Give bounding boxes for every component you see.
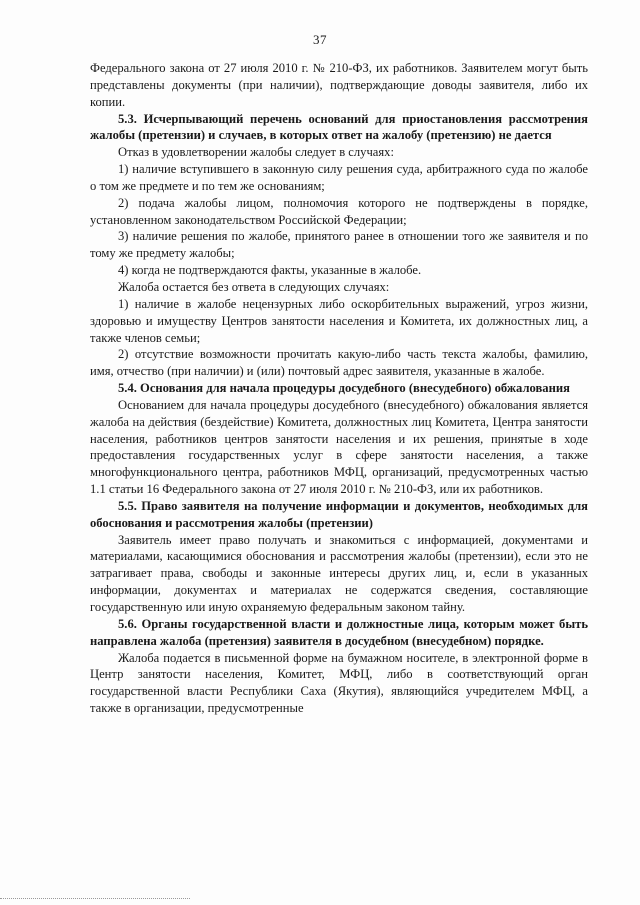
document-body bbox=[90, 60, 588, 717]
paragraph: Жалоба подается в письменной форме на бумажном носителе, в электронной форме в Центр занятости населения, Комитет, МФЦ, либо в соответствующий орган государственной власти Республики Саха (Якутия), являющийся учредителем МФЦ, а также в организации, предусмотренные bbox=[90, 650, 588, 716]
section-heading-5-3: 5.3. Исчерпывающий перечень оснований для приостановления рассмотрения жалобы (претензии) и случаев, в которых ответ на жалобу (претензию) не дается bbox=[90, 111, 588, 143]
page-number: 37 bbox=[313, 32, 327, 47]
section-heading-5-5: 5.5. Право заявителя на получение информации и документов, необходимых для обоснования и рассмотрения жалобы (претензии) bbox=[90, 498, 588, 530]
list-item: 2) подача жалобы лицом, полномочия которого не подтверждены в порядке, установленном законодательством Российской Федерации; bbox=[90, 195, 588, 227]
paragraph-continuation: Федерального закона от 27 июля 2010 г. № 210-ФЗ, их работников. Заявителем могут быть представлены документы (при наличии), подтверждающие доводы заявителя, либо их копии. bbox=[90, 61, 588, 109]
paragraph: Отказ в удовлетворении жалобы следует в случаях: bbox=[118, 145, 394, 160]
list-item: 4) когда не подтверждаются факты, указанные в жалобе. bbox=[118, 263, 422, 278]
list-item: 2) отсутствие возможности прочитать какую-либо часть текста жалобы, фамилию, имя, отчество (при наличии) и (или) почтовый адрес заявителя, указанные в жалобе. bbox=[90, 347, 588, 379]
paragraph: Основанием для начала процедуры досудебного (внесудебного) обжалования является жалоба на действия (бездействие) Комитета, должностных лиц Комитета, Центра занятости населения, работников центров занятости населения и их решения, принятые в ходе предоставления государственных услуг в сфере занятости населения, а также многофункционального центра, работников МФЦ, организаций, предусмотренных частью 1.1 статьи 16 Федерального закона от 27 июля 2010 г. № 210-ФЗ, или их работников. bbox=[90, 397, 588, 497]
section-heading-5-6: 5.6. Органы государственной власти и должностные лица, которым может быть направлена жалоба (претензия) заявителя в досудебном (внесудебном) порядке. bbox=[90, 616, 588, 648]
paragraph: Жалоба остается без ответа в следующих случаях: bbox=[118, 279, 390, 294]
paragraph: Заявитель имеет право получать и знакомиться с информацией, документами и материалами, касающимися обоснования и рассмотрения жалобы (претензии), если это не затрагивает права, свободы и законные интересы других лиц, и, если в указанных информации, документах и материалах не содержатся сведения, составляющие государственную или иную охраняемую федеральным законом тайну. bbox=[90, 532, 588, 614]
list-item: 1) наличие вступившего в законную силу решения суда, арбитражного суда по жалобе о том же предмете и по тем же основаниям; bbox=[90, 162, 588, 193]
list-item: 3) наличие решения по жалобе, принятого ранее в отношении того же заявителя и по тому же предмету жалобы; bbox=[90, 229, 588, 261]
section-heading-5-4: 5.4. Основания для начала процедуры досудебного (внесудебного) обжалования bbox=[118, 381, 570, 396]
scan-edge-line bbox=[0, 898, 190, 899]
list-item: 1) наличие в жалобе нецензурных либо оскорбительных выражений, угроз жизни, здоровью и имуществу Центров занятости населения и Комитета, их должностных лиц, а также членов семьи; bbox=[90, 296, 588, 345]
